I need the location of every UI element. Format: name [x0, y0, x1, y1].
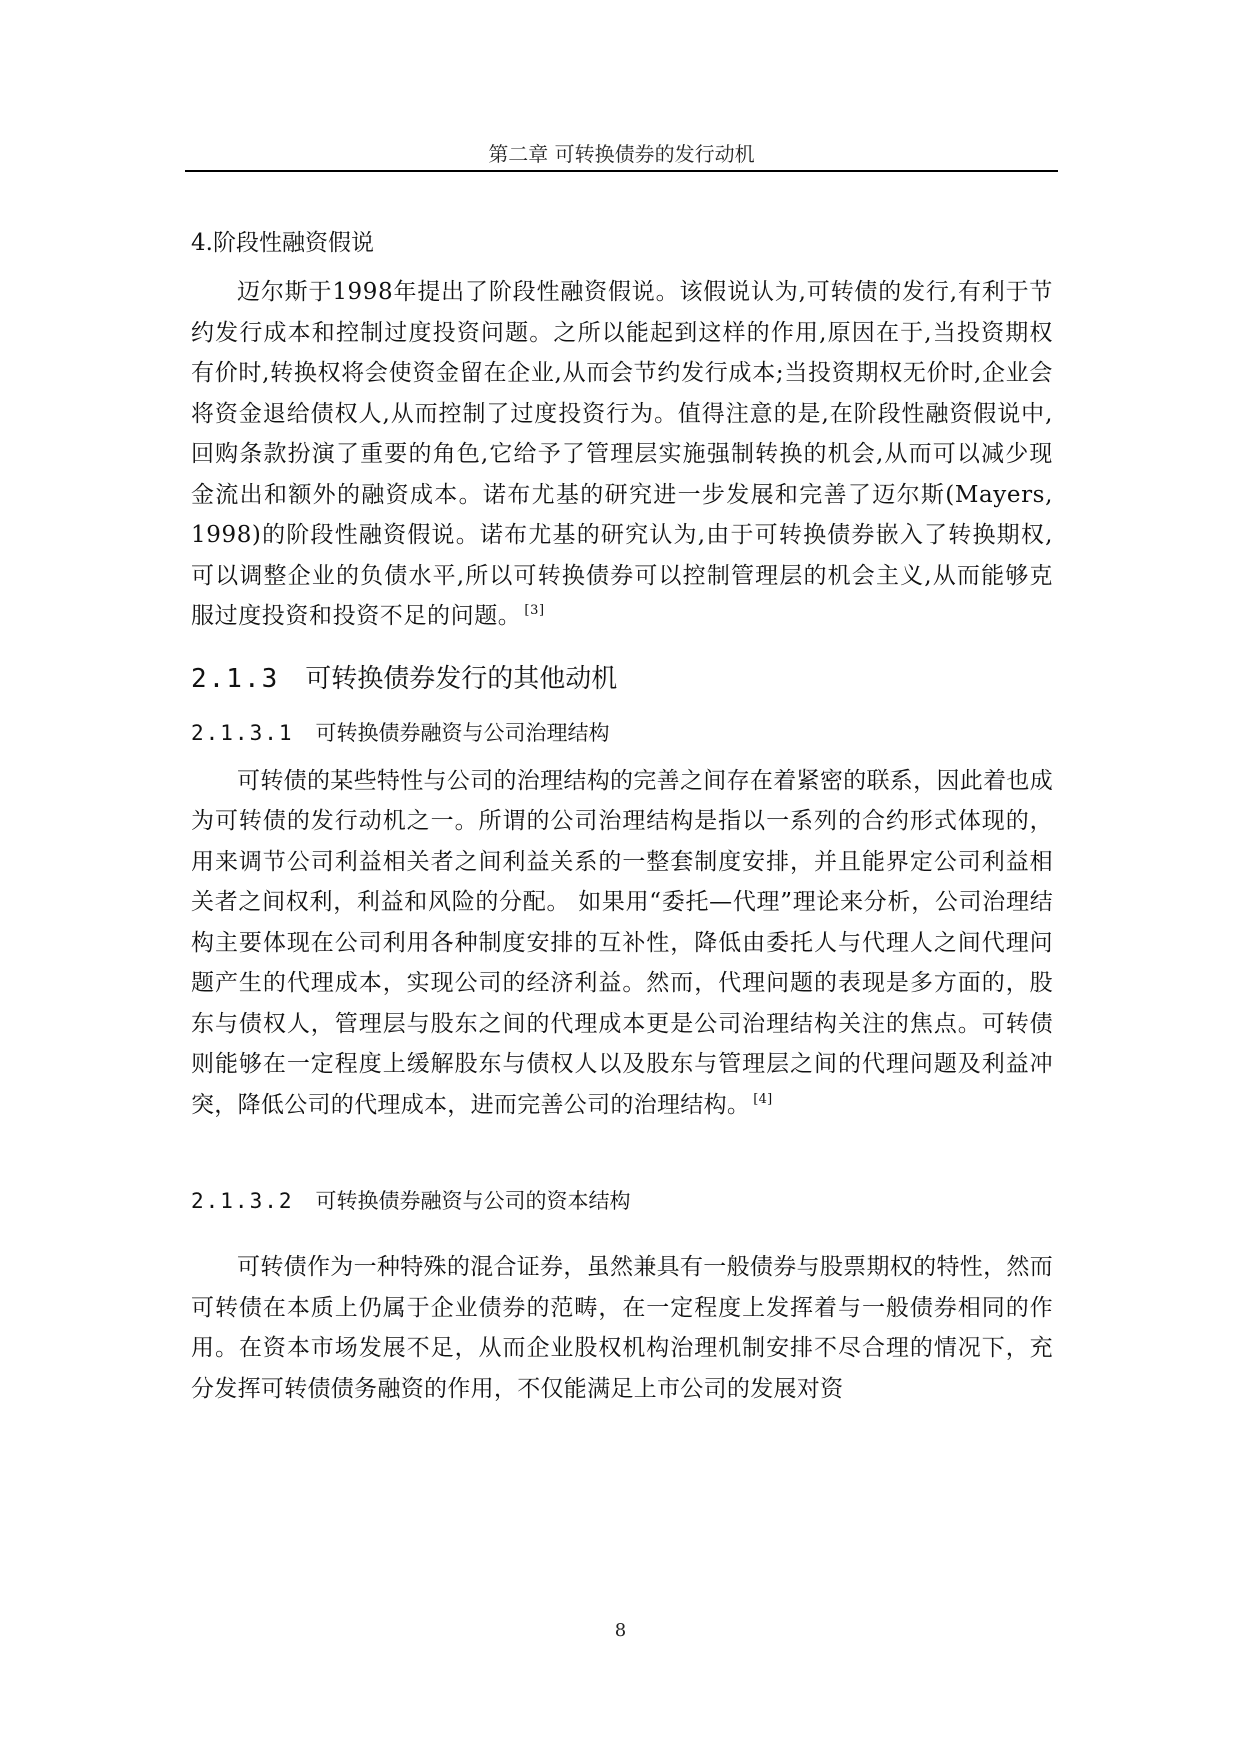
paragraph-capital-structure: [191, 1247, 1053, 1409]
paragraph-text: 迈尔斯于1998年提出了阶段性融资假说。该假说认为,可转债的发行,有利于节约发行成本和控制过度投资问题。之所以能起到这样的作用,原因在于,当投资期权有价时,转换权将会使资金留在企业,从而会节约发行成本;当投资期权无价时,企业会将资金退给债权人,从而控制了过度投资行为。值得注意的是,在阶段性融资假说中,回购条款扮演了重要的角色,它给予了管理层实施强制转换的机会,从而可以减少现金流出和额外的融资成本。诺布尤基的研究进一步发展和完善了迈尔斯(Mayers, 1998)的阶段性融资假说。诺布尤基的研究认为,由于可转换债券嵌入了转换期权,可以调整企业的负债水平,所以可转换债券可以控制管理层的机会主义,从而能够克服过度投资和投资不足的问题。: [191, 279, 1053, 629]
section-heading-2-1-3: [191, 657, 1053, 701]
section-title: 可转换债券融资与公司的资本结构: [315, 1189, 631, 1213]
section-heading-2-1-3-2: [191, 1181, 1053, 1221]
running-header: 第二章 可转换债券的发行动机: [488, 142, 755, 166]
subsection-heading-4: 4.阶段性融资假说: [191, 230, 374, 256]
paragraph-governance: [191, 761, 1053, 1126]
section-number: 2.1.3: [191, 663, 280, 694]
paragraph-staged-financing: [191, 272, 1053, 637]
header-rule: [185, 170, 1058, 172]
paragraph-text: 可转债的某些特性与公司的治理结构的完善之间存在着紧密的联系，因此着也成为可转债的发行动机之一。所谓的公司治理结构是指以一系列的合约形式体现的，用来调节公司利益相关者之间利益关系的一整套制度安排，并且能界定公司利益相关者之间权利，利益和风险的分配。 如果用“委托—代理”理论来分析，公司治理结构主要体现在公司利用各种制度安排的互补性，降低由委托人与代理人之间代理问题产生的代理成本，实现公司的经济利益。然而，代理问题的表现是多方面的，股东与债权人，管理层与股东之间的代理成本更是公司治理结构关注的焦点。可转债则能够在一定程度上缓解股东与债权人以及股东与管理层之间的代理问题及利益冲突，降低公司的代理成本，进而完善公司的治理结构。: [191, 767, 1053, 1118]
section-title: 可转换债券融资与公司治理结构: [315, 720, 610, 745]
section-title: 可转换债券发行的其他动机: [305, 663, 618, 694]
page-number: 8: [614, 1620, 627, 1641]
section-number: 2.1.3.1: [191, 720, 294, 745]
citation-3: [3]: [524, 603, 545, 619]
citation-4: [4]: [753, 1091, 773, 1107]
body-text: [191, 222, 1053, 1409]
paragraph-text: 可转债作为一种特殊的混合证券，虽然兼具有一般债券与股票期权的特性，然而可转债在本质上仍属于企业债券的范畴，在一定程度上发挥着与一般债券相同的作用。在资本市场发展不足，从而企业股权机构治理机制安排不尽合理的情况下，充分发挥可转债债务融资的作用，不仅能满足上市公司的发展对资: [191, 1254, 1053, 1402]
section-number: 2.1.3.2: [191, 1189, 294, 1213]
section-heading-2-1-3-1: [191, 713, 1053, 753]
